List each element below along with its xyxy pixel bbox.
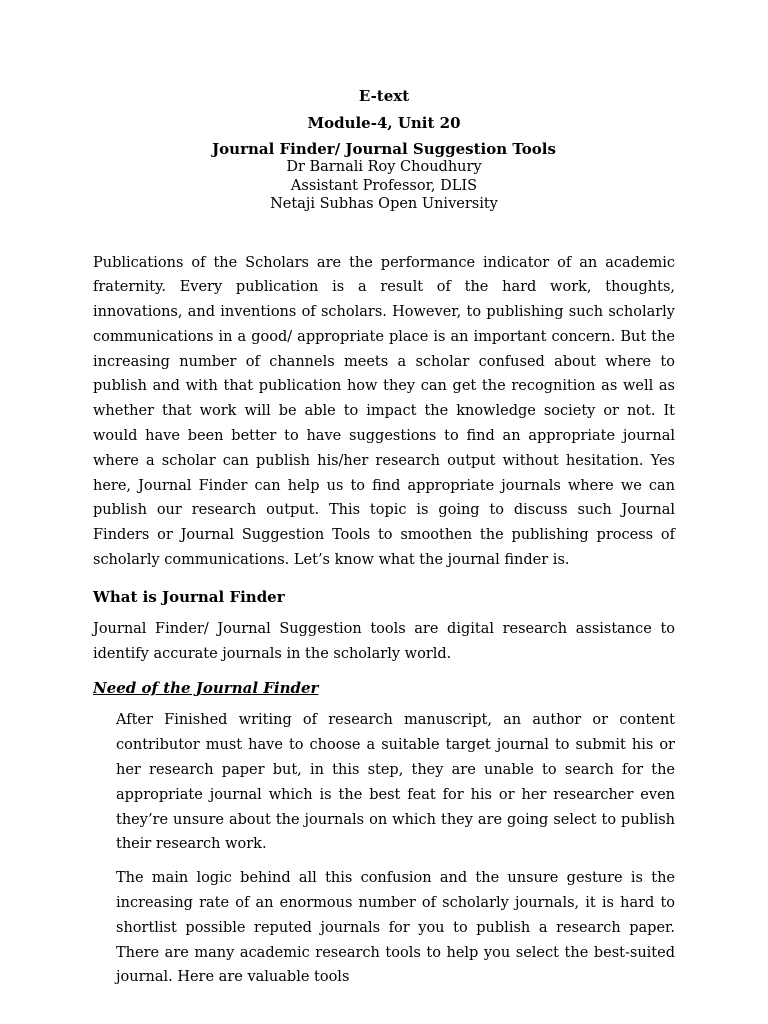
what-is-heading: What is Journal Finder (93, 587, 285, 606)
author-name: Dr Barnali Roy Choudhury (286, 159, 482, 175)
author-institution: Netaji Subhas Open University (270, 196, 498, 212)
intro-paragraph: Publications of the Scholars are the performance indicator of an academic fraternity. Every publication is a result of the hard work, thoughts, innovations, and inventions of scholars. However, to publishing such scholarly communications in a good/ appropriate place is an important concern. But the increasing number of channels meets a scholar confused about where to publish and with that publication how they can get the recognition as well as whether that work will be able to impact the knowledge society or not. It would have been better to have suggestions to find an appropriate journal where a scholar can publish his/her research output without hesitation. Yes here, Journal Finder can help us to find appropriate journals where we can publish our research output. This topic is going to discuss such Journal Finders or Journal Suggestion Tools to smoothen the publishing process of scholarly communications. Let’s know what the journal finder is. (93, 254, 675, 569)
module-unit-label: Module-4, Unit 20 (307, 114, 461, 132)
author-designation: Assistant Professor, DLIS (290, 177, 478, 194)
need-paragraph-1: After Finished writing of research manuscript, an author or content contributor must have to choose a suitable target journal to submit his or her research paper but, in this step, they are unable to search for the appropriate journal which is the best feat for his or her researcher even they’re unsure about the journals on which they are going select to publish their research work. (116, 712, 675, 853)
document-title: Journal Finder/ Journal Suggestion Tools (212, 140, 556, 158)
need-heading: Need of the Journal Finder (93, 679, 319, 698)
definition-paragraph: Journal Finder/ Journal Suggestion tools are digital research assistance to identify accurate journals in the scholarly world. (93, 620, 675, 662)
document-header (93, 86, 675, 214)
doc-type-label: E-text (358, 87, 410, 105)
need-paragraph-2: The main logic behind all this confusion and the unsure gesture is the increasing rate of an enormous number of scholarly journals, it is hard to shortlist possible reputed journals for you to publish a research paper. There are many academic research tools to help you select the best-suited journal. Here are valuable tools (116, 870, 675, 986)
